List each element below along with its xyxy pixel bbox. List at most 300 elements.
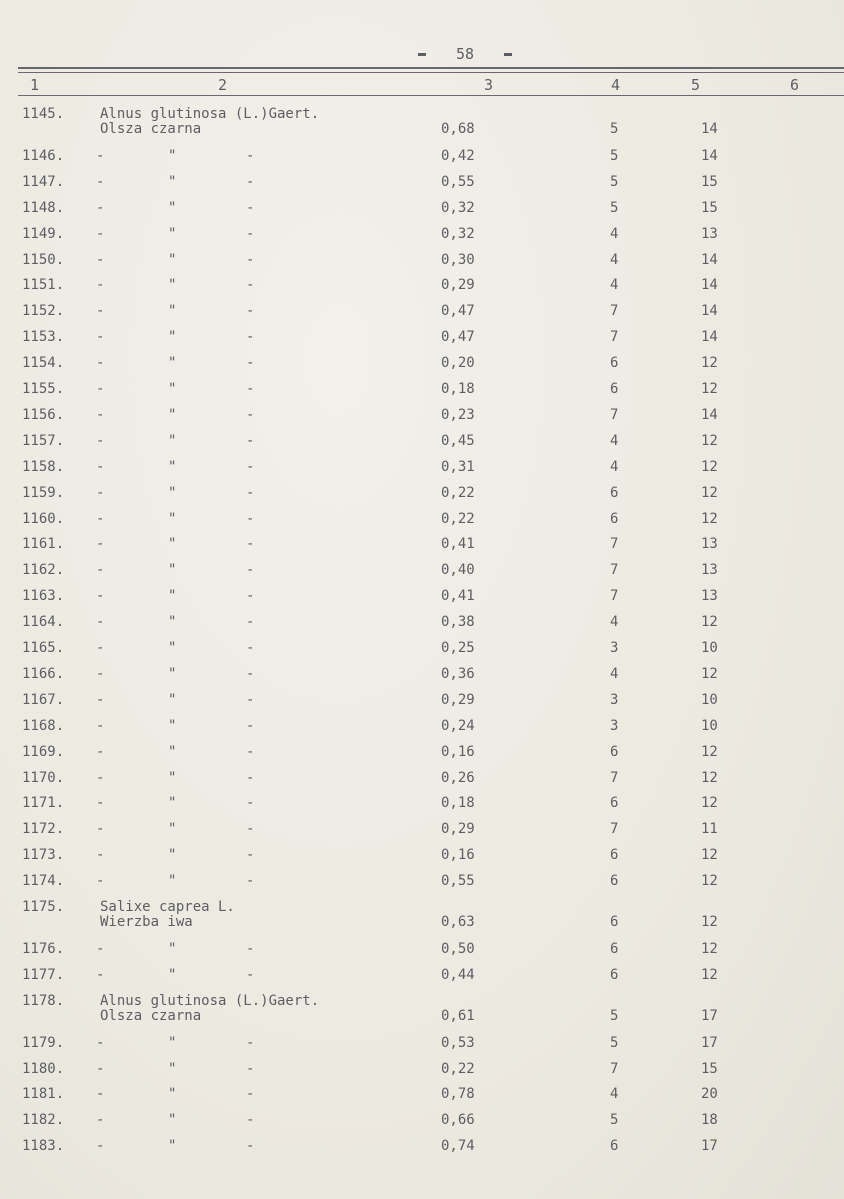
dash-mark: - <box>96 665 105 682</box>
dash-mark: - <box>96 251 105 268</box>
cell-col5: 14 <box>701 406 718 423</box>
cell-col4: 4 <box>610 665 619 682</box>
cell-col3: 0,18 <box>441 381 475 397</box>
cell-col4: 5 <box>610 147 619 164</box>
dash-mark: - <box>96 873 105 890</box>
table-row-continued <box>0 119 844 139</box>
dash-mark: - <box>96 795 105 812</box>
dash-mark: - <box>96 743 105 760</box>
cell-col3: 0,55 <box>441 873 475 890</box>
dash-mark: - <box>96 329 105 346</box>
dash-mark: - <box>246 640 255 656</box>
header-rule-top <box>18 67 844 69</box>
table-row-continued <box>0 912 844 932</box>
table-row <box>0 353 844 373</box>
table-row <box>0 405 844 425</box>
dash-mark: - <box>96 1138 105 1155</box>
cell-col5: 12 <box>701 432 718 449</box>
dash-mark: - <box>96 1034 105 1051</box>
row-number: 1145. <box>22 106 65 122</box>
dash-mark: - <box>246 329 255 346</box>
cell-col4: 7 <box>610 536 619 553</box>
cell-col3: 0,53 <box>441 1034 475 1051</box>
cell-col5: 11 <box>701 821 718 838</box>
ditto-mark: " <box>168 510 177 527</box>
dash-mark: - <box>96 614 105 631</box>
dash-mark: - <box>246 966 255 983</box>
cell-col3: 0,24 <box>441 717 475 734</box>
cell-col3: 0,41 <box>441 536 475 553</box>
dash-mark: - <box>246 406 255 423</box>
ditto-mark: " <box>168 614 177 631</box>
dash-mark: - <box>246 484 255 501</box>
cell-col3: 0,22 <box>441 1060 475 1077</box>
cell-col4: 4 <box>610 251 619 268</box>
cell-col4: 5 <box>610 1112 619 1129</box>
cell-col5: 14 <box>701 329 718 346</box>
dash-mark: - <box>96 147 105 164</box>
dash-mark: - <box>96 966 105 983</box>
ditto-mark: " <box>168 562 177 579</box>
cell-col5: 12 <box>701 458 718 475</box>
cell-col3: 0,66 <box>441 1112 475 1129</box>
dash-mark: - <box>96 199 105 216</box>
dash-mark: - <box>96 821 105 838</box>
ditto-mark: " <box>168 147 177 164</box>
cell-col4: 4 <box>610 458 619 475</box>
cell-col3: 0,29 <box>441 691 475 708</box>
cell-col4: 4 <box>610 1086 619 1103</box>
dash-mark: - <box>96 1086 105 1103</box>
cell-col5: 15 <box>701 173 718 190</box>
row-number: 1165. <box>22 640 65 656</box>
dash-mark: - <box>246 225 255 242</box>
cell-col5: 12 <box>701 795 718 812</box>
cell-col3: 0,16 <box>441 743 475 760</box>
cell-col4: 7 <box>610 769 619 786</box>
cell-col5: 14 <box>701 147 718 164</box>
cell-col3: 0,25 <box>441 640 475 656</box>
cell-col4: 7 <box>610 1060 619 1077</box>
row-number: 1152. <box>22 303 65 320</box>
dash-mark: - <box>246 873 255 890</box>
row-number: 1151. <box>22 277 65 294</box>
cell-col5: 12 <box>701 847 718 864</box>
table-row <box>0 483 844 503</box>
dash-mark: - <box>96 1060 105 1077</box>
cell-col3: 0,50 <box>441 940 475 957</box>
ditto-mark: " <box>168 381 177 397</box>
cell-col3: 0,74 <box>441 1138 475 1155</box>
row-number: 1167. <box>22 691 65 708</box>
table-row <box>0 768 844 788</box>
row-number: 1182. <box>22 1112 65 1129</box>
page-number <box>0 45 844 63</box>
table-row <box>0 146 844 166</box>
table-row <box>0 1110 844 1130</box>
ditto-mark: " <box>168 588 177 605</box>
cell-col4: 6 <box>610 914 619 930</box>
column-header-3: 3 <box>484 76 494 94</box>
cell-col3: 0,32 <box>441 199 475 216</box>
table-row <box>0 534 844 554</box>
cell-col4: 4 <box>610 277 619 294</box>
cell-col3: 0,47 <box>441 329 475 346</box>
dash-mark: - <box>96 381 105 397</box>
dash-mark: - <box>246 277 255 294</box>
cell-col5: 17 <box>701 1007 718 1024</box>
table-row <box>0 871 844 891</box>
dash-mark: - <box>246 510 255 527</box>
cell-col3: 0,36 <box>441 665 475 682</box>
cell-col4: 5 <box>610 121 619 137</box>
dash-mark: - <box>246 1112 255 1129</box>
ditto-mark: " <box>168 769 177 786</box>
dash-mark: - <box>246 355 255 372</box>
dash-mark: - <box>96 484 105 501</box>
row-number: 1162. <box>22 562 65 579</box>
cell-col5: 17 <box>701 1034 718 1051</box>
cell-col5: 13 <box>701 562 718 579</box>
cell-col5: 13 <box>701 588 718 605</box>
row-number: 1173. <box>22 847 65 864</box>
cell-col3: 0,32 <box>441 225 475 242</box>
ditto-mark: " <box>168 1086 177 1103</box>
dash-mark: - <box>246 251 255 268</box>
table-row <box>0 586 844 606</box>
row-number: 1176. <box>22 940 65 957</box>
row-number: 1174. <box>22 873 65 890</box>
row-number: 1163. <box>22 588 65 605</box>
row-number: 1157. <box>22 432 65 449</box>
cell-col4: 6 <box>610 484 619 501</box>
dash-mark: - <box>96 458 105 475</box>
table-row <box>0 1033 844 1053</box>
dash-mark: - <box>96 355 105 372</box>
table-row <box>0 172 844 192</box>
table-row <box>0 1059 844 1079</box>
ditto-mark: " <box>168 484 177 501</box>
ditto-mark: " <box>168 406 177 423</box>
species-latin-name: Alnus glutinosa (L.)Gaert. <box>100 106 320 122</box>
ditto-mark: " <box>168 691 177 708</box>
table-row <box>0 965 844 985</box>
cell-col5: 18 <box>701 1112 718 1129</box>
cell-col4: 3 <box>610 691 619 708</box>
ditto-mark: " <box>168 717 177 734</box>
cell-col3: 0,44 <box>441 966 475 983</box>
species-common-name: Olsza czarna <box>100 121 202 137</box>
cell-col3: 0,23 <box>441 406 475 423</box>
cell-col3: 0,42 <box>441 147 475 164</box>
cell-col5: 15 <box>701 1060 718 1077</box>
cell-col4: 6 <box>610 966 619 983</box>
dash-mark: - <box>246 717 255 734</box>
dash-mark: - <box>246 1138 255 1155</box>
cell-col3: 0,18 <box>441 795 475 812</box>
dash-mark: - <box>96 277 105 294</box>
ditto-mark: " <box>168 1060 177 1077</box>
cell-col5: 12 <box>701 510 718 527</box>
table-row <box>0 845 844 865</box>
ditto-mark: " <box>168 873 177 890</box>
cell-col3: 0,63 <box>441 914 475 930</box>
ditto-mark: " <box>168 966 177 983</box>
ditto-mark: " <box>168 1138 177 1155</box>
cell-col3: 0,78 <box>441 1086 475 1103</box>
dash-mark: - <box>96 432 105 449</box>
column-header-1: 1 <box>30 76 40 94</box>
row-number: 1156. <box>22 406 65 423</box>
table-row <box>0 509 844 529</box>
table-row <box>0 379 844 399</box>
row-number: 1147. <box>22 173 65 190</box>
cell-col5: 10 <box>701 691 718 708</box>
dash-mark: - <box>246 1034 255 1051</box>
cell-col5: 12 <box>701 940 718 957</box>
ditto-mark: " <box>168 432 177 449</box>
row-number: 1166. <box>22 665 65 682</box>
row-number: 1181. <box>22 1086 65 1103</box>
cell-col4: 6 <box>610 847 619 864</box>
cell-col5: 14 <box>701 121 718 137</box>
header-rule-second <box>18 72 844 73</box>
cell-col4: 6 <box>610 873 619 890</box>
cell-col5: 12 <box>701 914 718 930</box>
dash-mark: - <box>96 847 105 864</box>
table-row <box>0 457 844 477</box>
row-number: 1171. <box>22 795 65 812</box>
table-row <box>0 939 844 959</box>
ditto-mark: " <box>168 795 177 812</box>
dash-mark: - <box>96 717 105 734</box>
row-number: 1153. <box>22 329 65 346</box>
table-row <box>0 690 844 710</box>
dash-mark: - <box>246 147 255 164</box>
dash-mark: - <box>246 743 255 760</box>
cell-col4: 7 <box>610 329 619 346</box>
column-header-6: 6 <box>790 76 800 94</box>
table-row <box>0 793 844 813</box>
row-number: 1175. <box>22 899 65 915</box>
species-common-name: Olsza czarna <box>100 1007 202 1024</box>
row-number: 1160. <box>22 510 65 527</box>
table-row <box>0 301 844 321</box>
dash-mark: - <box>246 940 255 957</box>
cell-col5: 12 <box>701 769 718 786</box>
cell-col4: 5 <box>610 199 619 216</box>
dash-mark: - <box>246 821 255 838</box>
dash-mark: - <box>96 562 105 579</box>
cell-col4: 7 <box>610 303 619 320</box>
cell-col4: 6 <box>610 510 619 527</box>
cell-col5: 12 <box>701 355 718 372</box>
cell-col5: 12 <box>701 614 718 631</box>
dash-mark: - <box>246 562 255 579</box>
dash-mark: - <box>246 1086 255 1103</box>
row-number: 1179. <box>22 1034 65 1051</box>
cell-col3: 0,20 <box>441 355 475 372</box>
ditto-mark: " <box>168 847 177 864</box>
ditto-mark: " <box>168 665 177 682</box>
row-number: 1168. <box>22 717 65 734</box>
cell-col3: 0,26 <box>441 769 475 786</box>
ditto-mark: " <box>168 303 177 320</box>
dash-mark: - <box>246 1060 255 1077</box>
cell-col3: 0,29 <box>441 821 475 838</box>
dash-mark: - <box>96 406 105 423</box>
table-row <box>0 819 844 839</box>
table-row <box>0 224 844 244</box>
ditto-mark: " <box>168 458 177 475</box>
cell-col5: 12 <box>701 873 718 890</box>
row-number: 1150. <box>22 251 65 268</box>
cell-col5: 13 <box>701 225 718 242</box>
dash-mark: - <box>246 795 255 812</box>
cell-col4: 6 <box>610 381 619 397</box>
dash-mark: - <box>96 640 105 656</box>
row-number: 1178. <box>22 992 65 1009</box>
table-row-continued <box>0 1006 844 1026</box>
dash-mark: - <box>246 614 255 631</box>
ditto-mark: " <box>168 821 177 838</box>
row-number: 1158. <box>22 458 65 475</box>
column-header-rule <box>18 95 844 96</box>
row-number: 1183. <box>22 1138 65 1155</box>
table-row <box>0 560 844 580</box>
cell-col5: 13 <box>701 536 718 553</box>
table-row <box>0 275 844 295</box>
table-row <box>0 612 844 632</box>
cell-col5: 10 <box>701 717 718 734</box>
cell-col3: 0,30 <box>441 251 475 268</box>
cell-col4: 7 <box>610 588 619 605</box>
cell-col5: 12 <box>701 381 718 397</box>
column-header-5: 5 <box>691 76 701 94</box>
ditto-mark: " <box>168 329 177 346</box>
row-number: 1154. <box>22 355 65 372</box>
row-number: 1148. <box>22 199 65 216</box>
cell-col5: 20 <box>701 1086 718 1103</box>
cell-col4: 4 <box>610 225 619 242</box>
row-number: 1169. <box>22 743 65 760</box>
dash-mark: - <box>96 588 105 605</box>
cell-col4: 6 <box>610 355 619 372</box>
ditto-mark: " <box>168 1034 177 1051</box>
cell-col3: 0,47 <box>441 303 475 320</box>
dash-mark: - <box>246 458 255 475</box>
ditto-mark: " <box>168 225 177 242</box>
cell-col3: 0,38 <box>441 614 475 631</box>
ditto-mark: " <box>168 743 177 760</box>
cell-col5: 12 <box>701 484 718 501</box>
dash-mark: - <box>246 536 255 553</box>
row-number: 1170. <box>22 769 65 786</box>
dash-mark: - <box>96 691 105 708</box>
table-row <box>0 742 844 762</box>
ditto-mark: " <box>168 355 177 372</box>
dash-mark: - <box>96 940 105 957</box>
table-row <box>0 327 844 347</box>
cell-col5: 17 <box>701 1138 718 1155</box>
dash-mark: - <box>246 847 255 864</box>
cell-col4: 7 <box>610 821 619 838</box>
table-row <box>0 1136 844 1156</box>
dash-mark: - <box>246 173 255 190</box>
ditto-mark: " <box>168 277 177 294</box>
page-number-dash-right <box>504 53 512 56</box>
row-number: 1164. <box>22 614 65 631</box>
column-header-2: 2 <box>218 76 228 94</box>
cell-col4: 6 <box>610 795 619 812</box>
dash-mark: - <box>246 665 255 682</box>
cell-col4: 3 <box>610 640 619 656</box>
species-common-name: Wierzba iwa <box>100 914 193 930</box>
dash-mark: - <box>96 510 105 527</box>
cell-col4: 7 <box>610 562 619 579</box>
row-number: 1180. <box>22 1060 65 1077</box>
cell-col5: 14 <box>701 251 718 268</box>
table-row <box>0 1084 844 1104</box>
cell-col3: 0,40 <box>441 562 475 579</box>
table-row <box>0 716 844 736</box>
cell-col3: 0,41 <box>441 588 475 605</box>
dash-mark: - <box>246 381 255 397</box>
ditto-mark: " <box>168 251 177 268</box>
row-number: 1177. <box>22 966 65 983</box>
row-number: 1172. <box>22 821 65 838</box>
cell-col4: 7 <box>610 406 619 423</box>
cell-col5: 15 <box>701 199 718 216</box>
cell-col4: 4 <box>610 432 619 449</box>
dash-mark: - <box>246 199 255 216</box>
cell-col5: 14 <box>701 303 718 320</box>
row-number: 1161. <box>22 536 65 553</box>
cell-col5: 12 <box>701 966 718 983</box>
dash-mark: - <box>96 225 105 242</box>
cell-col3: 0,16 <box>441 847 475 864</box>
table-row <box>0 431 844 451</box>
cell-col4: 4 <box>610 614 619 631</box>
dash-mark: - <box>96 769 105 786</box>
ditto-mark: " <box>168 940 177 957</box>
dash-mark: - <box>246 432 255 449</box>
cell-col4: 6 <box>610 1138 619 1155</box>
cell-col3: 0,22 <box>441 484 475 501</box>
cell-col5: 14 <box>701 277 718 294</box>
dash-mark: - <box>246 303 255 320</box>
cell-col5: 10 <box>701 640 718 656</box>
dash-mark: - <box>96 536 105 553</box>
dash-mark: - <box>246 769 255 786</box>
table-row <box>0 250 844 270</box>
dash-mark: - <box>96 303 105 320</box>
dash-mark: - <box>246 588 255 605</box>
cell-col3: 0,61 <box>441 1007 475 1024</box>
column-header-4: 4 <box>611 76 621 94</box>
species-latin-name: Alnus glutinosa (L.)Gaert. <box>100 992 320 1009</box>
row-number: 1155. <box>22 381 65 397</box>
ditto-mark: " <box>168 640 177 656</box>
cell-col3: 0,45 <box>441 432 475 449</box>
cell-col5: 12 <box>701 743 718 760</box>
cell-col4: 6 <box>610 940 619 957</box>
cell-col3: 0,31 <box>441 458 475 475</box>
table-row <box>0 198 844 218</box>
row-number: 1159. <box>22 484 65 501</box>
table-row <box>0 638 844 658</box>
cell-col3: 0,29 <box>441 277 475 294</box>
